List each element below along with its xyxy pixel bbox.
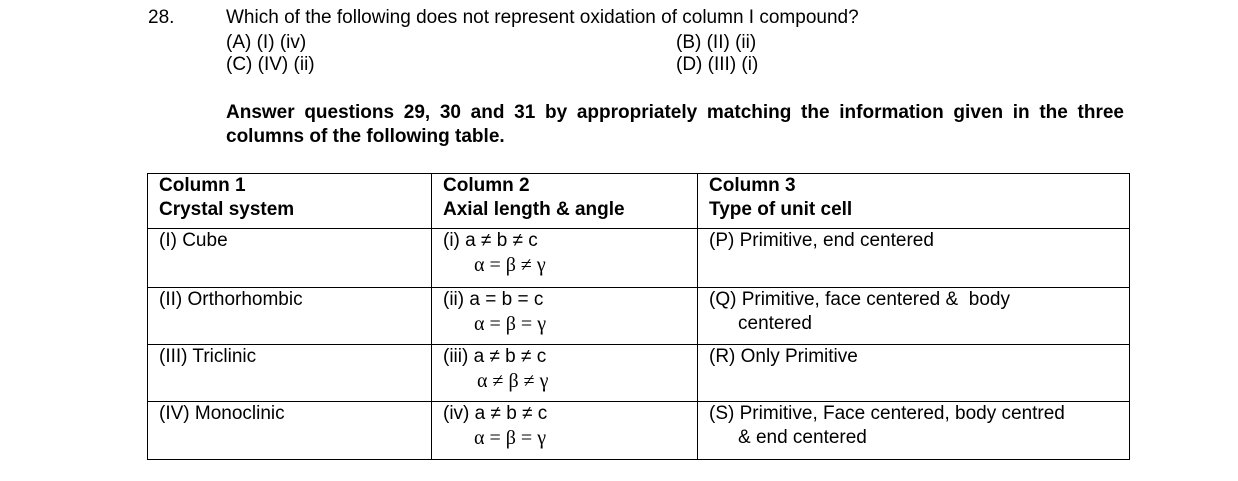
unit-cell-cell	[698, 229, 1130, 288]
axial-tag: (iii)	[443, 346, 469, 367]
axial-tag: (i)	[443, 230, 460, 251]
unit-cell-cell	[698, 288, 1130, 345]
unit-cell-type: (P) Primitive, end centered	[709, 230, 934, 251]
option-c: (C) (IV) (ii)	[226, 54, 315, 75]
crystal-system: (I) Cube	[159, 230, 228, 251]
unit-cell-type: (R) Only Primitive	[709, 346, 858, 367]
table-row	[148, 229, 1130, 288]
matching-table	[147, 173, 1130, 460]
axial-length-expr: a ≠ b ≠ c	[465, 230, 538, 251]
crystal-system-cell	[148, 229, 432, 288]
axial-angle: α = β ≠ γ	[474, 254, 546, 276]
axial-angle: α = β = γ	[474, 313, 547, 335]
unit-cell-type: (Q) Primitive, face centered & body	[709, 289, 1010, 310]
axial-cell	[432, 288, 698, 345]
table-row	[148, 288, 1130, 345]
column-1-subtitle: Crystal system	[159, 199, 295, 220]
column-3-subtitle: Type of unit cell	[709, 199, 853, 220]
axial-length-expr: a ≠ b ≠ c	[474, 403, 548, 424]
option-d: (D) (III) (i)	[676, 54, 759, 75]
crystal-system: (III) Triclinic	[159, 346, 257, 367]
axial-cell	[432, 345, 698, 402]
crystal-system-cell	[148, 402, 432, 460]
question-text: Which of the following does not represent oxidation of column I compound?	[226, 7, 859, 28]
axial-length	[443, 229, 697, 253]
question-number: 28.	[148, 7, 175, 28]
header-cell	[432, 174, 698, 229]
unit-cell-type: (S) Primitive, Face centered, body centred	[709, 403, 1065, 424]
column-2-title: Column 2	[443, 175, 530, 196]
column-1-title: Column 1	[159, 175, 246, 196]
axial-angle: α = β = γ	[474, 427, 547, 449]
axial-cell	[432, 402, 698, 460]
header-cell	[698, 174, 1130, 229]
axial-length	[443, 345, 697, 369]
crystal-system: (IV) Monoclinic	[159, 403, 285, 424]
table-row	[148, 402, 1130, 460]
crystal-system-cell	[148, 345, 432, 402]
unit-cell-type-cont: centered	[738, 313, 812, 334]
column-2-subtitle: Axial length & angle	[443, 199, 625, 220]
axial-length-expr: a ≠ b ≠ c	[473, 346, 547, 367]
axial-length	[443, 402, 697, 426]
option-a: (A) (I) (iv)	[226, 32, 307, 53]
axial-cell	[432, 229, 698, 288]
option-b: (B) (II) (ii)	[676, 32, 757, 53]
table-row	[148, 345, 1130, 402]
unit-cell-type-cont: & end centered	[738, 427, 867, 448]
crystal-system-cell	[148, 288, 432, 345]
axial-length-expr: a = b = c	[469, 289, 544, 310]
axial-angle: α ≠ β ≠ γ	[477, 370, 549, 392]
column-3-title: Column 3	[709, 175, 796, 196]
unit-cell-cell	[698, 402, 1130, 460]
axial-tag: (iv)	[443, 403, 470, 424]
axial-tag: (ii)	[443, 289, 465, 310]
axial-length	[443, 288, 697, 312]
crystal-system: (II) Orthorhombic	[159, 289, 303, 310]
header-cell	[148, 174, 432, 229]
instruction-text: Answer questions 29, 30 and 31 by appropriately matching the information given in the three columns of the following table.	[226, 102, 1124, 147]
unit-cell-cell	[698, 345, 1130, 402]
table-header-row	[148, 174, 1130, 229]
